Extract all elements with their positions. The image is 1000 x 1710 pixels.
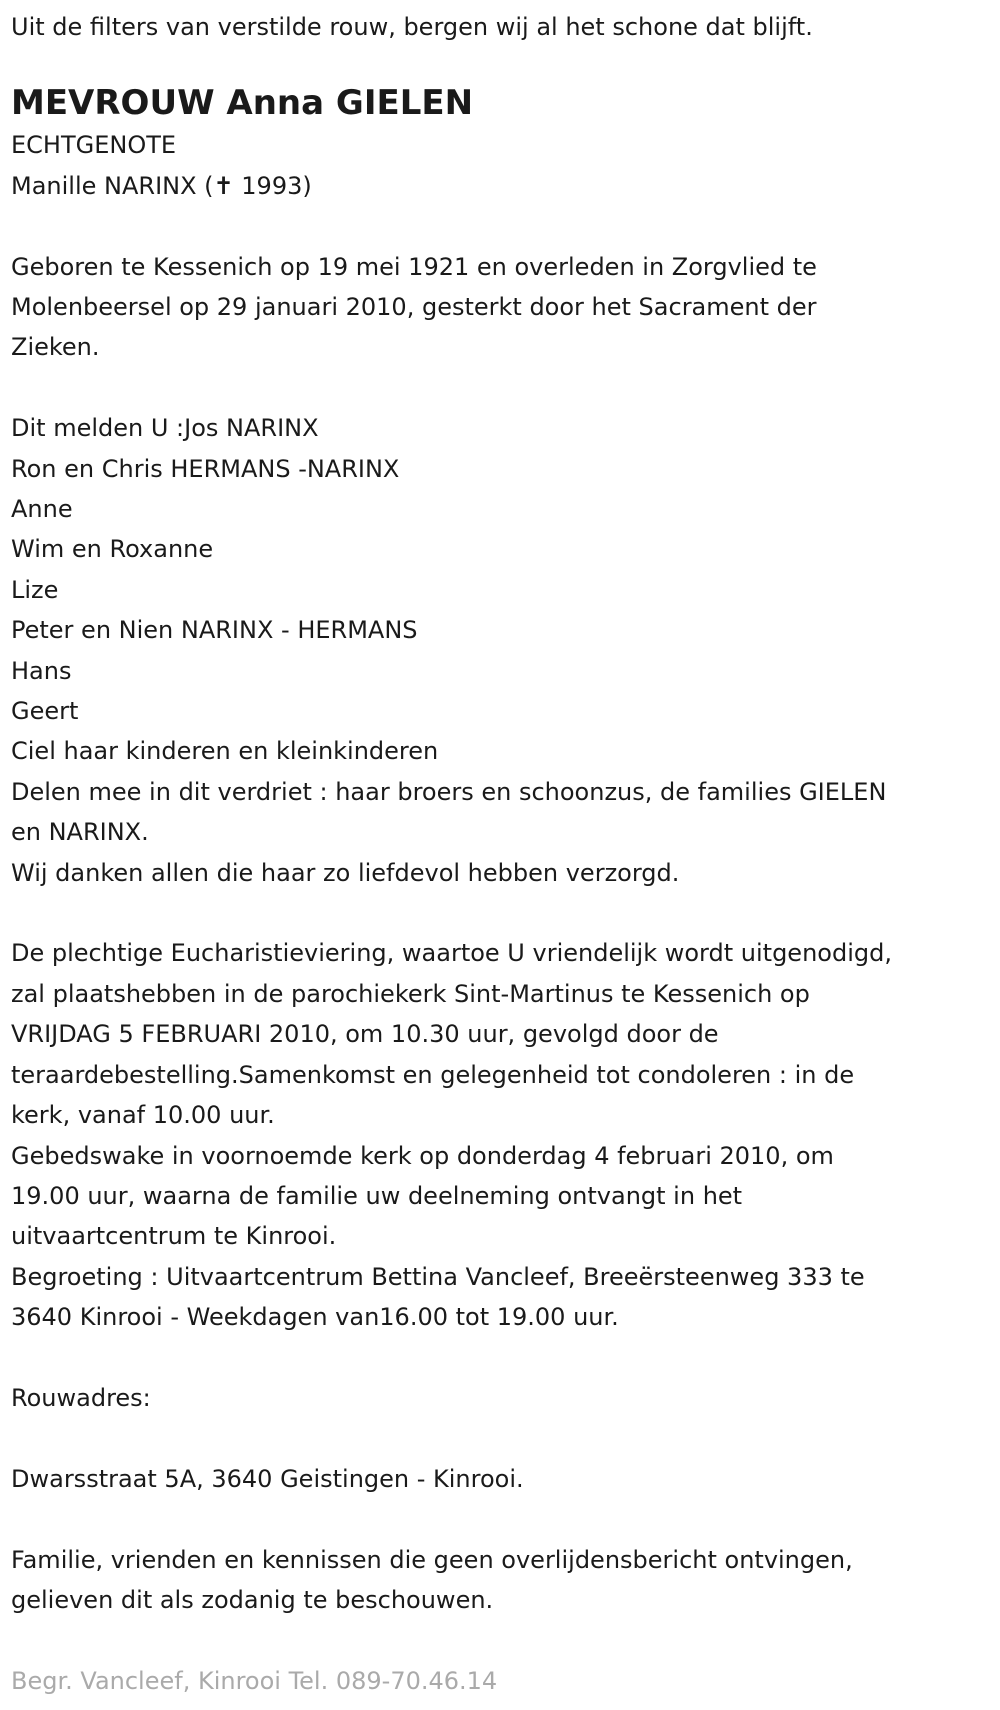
- announcer-line: Geert: [11, 697, 79, 726]
- notice-paragraph: [11, 1540, 1000, 1621]
- announcer-line: en NARINX.: [11, 818, 149, 847]
- announcer-line: Ron en Chris HERMANS -NARINX: [11, 454, 400, 483]
- text-line: Gebedswake in voornoemde kerk op donderdag 4 februari 2010, om: [11, 1141, 834, 1170]
- spacer: [11, 1418, 1000, 1458]
- mourning-address: Dwarsstraat 5A, 3640 Geistingen - Kinrooi.: [11, 1464, 524, 1493]
- service-paragraph: [11, 933, 1000, 1337]
- spacer: [11, 1499, 1000, 1539]
- announcer-line: Anne: [11, 495, 73, 524]
- spacer: [11, 893, 1000, 933]
- birth-death-paragraph: [11, 247, 1000, 368]
- text-line: Zieken.: [11, 333, 100, 362]
- spacer: [11, 206, 1000, 246]
- announcer-line: Lize: [11, 575, 59, 604]
- text-line: Geboren te Kessenich op 19 mei 1921 en overleden in Zorgvlied te: [11, 252, 817, 281]
- opening-quote: Uit de filters van verstilde rouw, bergen wij al het schone dat blijft.: [11, 13, 813, 41]
- spouse-name: Manille NARINX (✝ 1993): [11, 171, 312, 200]
- text-line: Familie, vrienden en kennissen die geen overlijdensbericht ontvingen,: [11, 1545, 853, 1574]
- announcer-line: Wim en Roxanne: [11, 535, 214, 564]
- text-line: teraardebestelling.Samenkomst en gelegenheid tot condoleren : in de: [11, 1060, 855, 1089]
- address-label: Rouwadres:: [11, 1383, 151, 1412]
- funeral-home-footer: Begr. Vancleef, Kinrooi Tel. 089-70.46.14: [11, 1666, 498, 1695]
- announcer-line: Hans: [11, 656, 72, 685]
- spouse-label: ECHTGENOTE: [11, 131, 177, 160]
- announcer-line: Dit melden U :Jos NARINX: [11, 414, 319, 443]
- text-line: uitvaartcentrum te Kinrooi.: [11, 1222, 337, 1251]
- spacer: [11, 1620, 1000, 1660]
- text-line: gelieven dit als zodanig te beschouwen.: [11, 1585, 494, 1614]
- announcer-line: Delen mee in dit verdriet : haar broers en schoonzus, de families GIELEN: [11, 777, 887, 806]
- spacer: [11, 368, 1000, 408]
- text-line: Molenbeersel op 29 januari 2010, gesterkt door het Sacrament der: [11, 293, 817, 322]
- announcer-line: Peter en Nien NARINX - HERMANS: [11, 616, 418, 645]
- text-line: kerk, vanaf 10.00 uur.: [11, 1101, 275, 1130]
- announcer-line: Ciel haar kinderen en kleinkinderen: [11, 737, 439, 766]
- text-line: VRIJDAG 5 FEBRUARI 2010, om 10.30 uur, gevolgd door de: [11, 1020, 719, 1049]
- text-line: Begroeting : Uitvaartcentrum Bettina Vancleef, Breeërsteenweg 333 te: [11, 1262, 865, 1291]
- announcers-list: [11, 408, 1000, 893]
- text-line: 3640 Kinrooi - Weekdagen van16.00 tot 19.00 uur.: [11, 1303, 619, 1332]
- text-line: zal plaatshebben in de parochiekerk Sint-Martinus te Kessenich op: [11, 979, 810, 1008]
- deceased-name-title: MEVROUW Anna GIELEN: [11, 83, 474, 124]
- spacer: [11, 1338, 1000, 1378]
- announcer-line: Wij danken allen die haar zo liefdevol hebben verzorgd.: [11, 858, 680, 887]
- text-line: De plechtige Eucharistieviering, waartoe U vriendelijk wordt uitgenodigd,: [11, 939, 892, 968]
- text-line: 19.00 uur, waarna de familie uw deelneming ontvangt in het: [11, 1181, 743, 1210]
